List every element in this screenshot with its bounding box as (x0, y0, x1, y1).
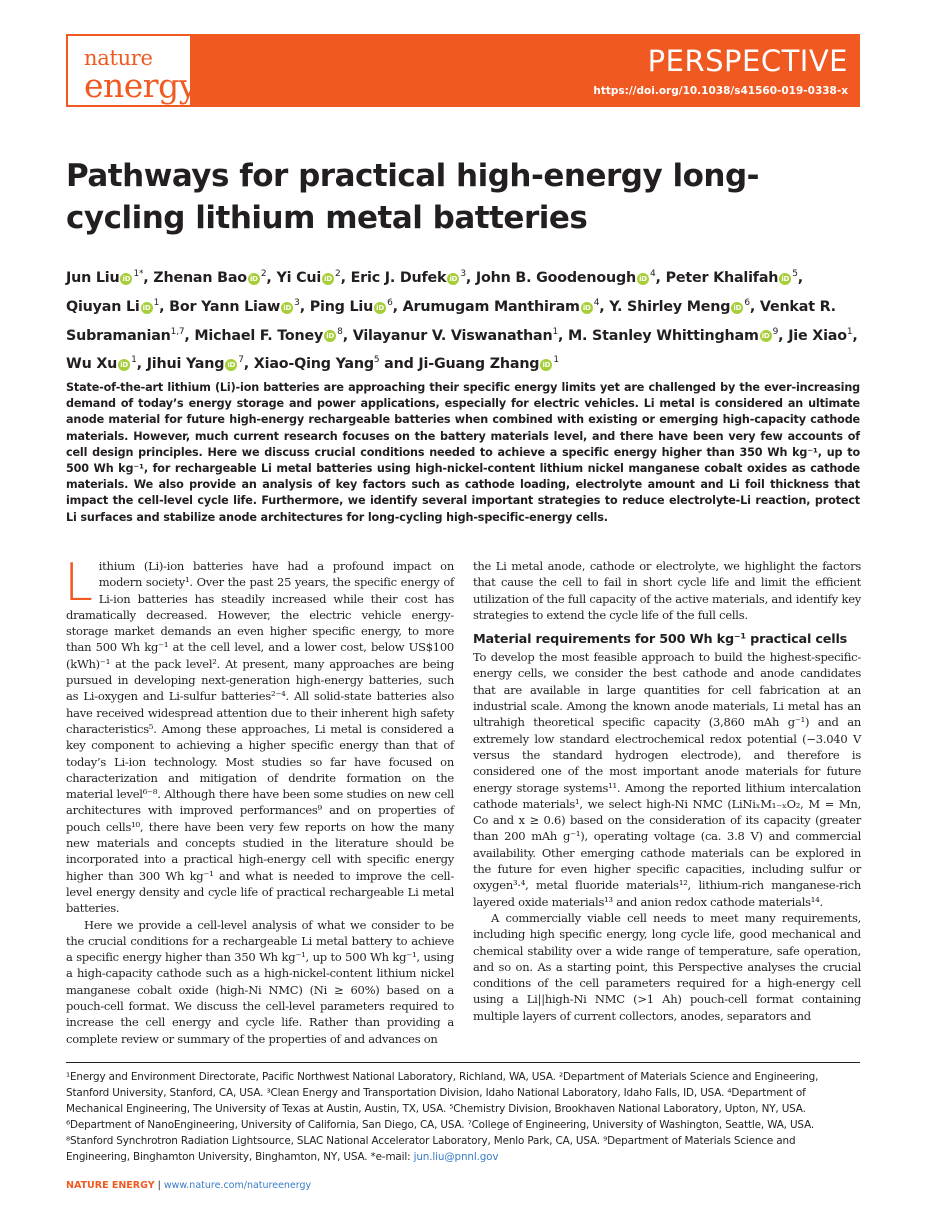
footer-separator: | (154, 1180, 164, 1191)
footnote-divider (66, 1062, 860, 1063)
author-affiliation-marker: 4 (650, 269, 656, 279)
author-affiliation-marker: 1,7 (170, 326, 185, 337)
body-column-left (64, 553, 454, 1047)
author-affiliation-marker: 1 (553, 355, 559, 366)
author-separator: , (655, 269, 666, 286)
author-separator: , (243, 356, 254, 373)
author-list (66, 262, 860, 377)
orcid-icon[interactable]: iD (637, 273, 649, 285)
footer-journal-url[interactable]: www.nature.com/natureenergy (163, 1180, 312, 1191)
abstract-text: State-of-the-art lithium (Li)-ion batteries are approaching their specific energy limits yet are challenged by the ever-increasing demand of today’s energy storage and power applications, especially for electric vehicles. Li metal is considered an ultimate anode material for future high-energy rechargeable batteries when combined with existing or emerging high-capacity cathode materials. However, much current research focuses on the battery materials level, and there have been very few accounts of cell design principles. Here we discuss crucial conditions needed to achieve a specific energy higher than 350 Wh kg⁻¹, up to 500 Wh kg⁻¹, for rechargeable Li metal batteries using high-nickel-content lithium nickel manganese cobalt oxides as cathode materials. We also provide an analysis of key factors such as cathode loading, electrolyte amount and Li foil thickness that impact the cell-level cycle life. Furthermore, we identify several important strategies to reduce electrolyte-Li reaction, protect Li surfaces and stabilize anode architectures for long-cycling high-specific-energy cells. (66, 381, 860, 524)
doi-link[interactable]: https://doi.org/10.1038/s41560-019-0338-x (593, 85, 848, 97)
journal-logo[interactable] (66, 34, 197, 107)
orcid-icon[interactable]: iD (760, 330, 772, 342)
orcid-icon[interactable]: iD (225, 359, 237, 371)
author-affiliation-marker: 1 (153, 297, 160, 308)
author-separator: , (342, 327, 353, 344)
author-separator: , (266, 269, 277, 286)
author-separator: , (340, 269, 351, 286)
author-affiliation-marker: 6 (387, 297, 393, 308)
author-name[interactable]: Qiuyan Li (66, 298, 140, 315)
orcid-icon[interactable]: iD (118, 359, 130, 371)
author-affiliation-marker: 2 (335, 269, 341, 279)
author-separator: , (143, 269, 154, 286)
author-separator: and (379, 356, 419, 373)
author-separator: , (852, 327, 858, 344)
author-name[interactable]: Xiao-Qing Yang (253, 356, 374, 373)
orcid-icon[interactable]: iD (581, 302, 593, 314)
section-heading: Material requirements for 500 Wh kg⁻¹ practical cells (473, 632, 848, 648)
journal-header-bar (66, 34, 860, 107)
corresponding-email-link[interactable]: jun.liu@pnnl.gov (413, 1151, 499, 1164)
body-paragraph (64, 553, 454, 917)
author-affiliation-marker: 4 (593, 297, 600, 308)
drop-cap: L (64, 553, 93, 613)
orcid-icon[interactable]: iD (447, 273, 459, 285)
orcid-icon[interactable]: iD (120, 273, 132, 285)
author-name[interactable]: Ji-Guang Zhang (418, 356, 540, 373)
author-name[interactable]: Eric J. Dufek (350, 269, 447, 286)
author-separator: , (557, 327, 568, 344)
author-name[interactable]: Yi Cui (276, 269, 322, 286)
author-affiliation-marker: 3 (460, 269, 466, 279)
author-separator: , (599, 298, 610, 315)
author-separator: , (749, 298, 760, 315)
abstract (66, 380, 860, 526)
orcid-icon[interactable]: iD (779, 273, 791, 285)
author-separator: , (184, 327, 195, 344)
footer-journal-name: NATURE ENERGY (66, 1180, 155, 1191)
author-name[interactable]: M. Stanley Whittingham (568, 327, 759, 344)
body-column-right (473, 558, 861, 1024)
author-name[interactable]: Venkat R. Subramanian (66, 298, 836, 344)
author-name[interactable]: Jihui Yang (146, 356, 225, 373)
orcid-icon[interactable]: iD (540, 359, 552, 371)
author-affiliation-marker: 5 (373, 355, 380, 366)
body-paragraph: To develop the most feasible approach to build the highest-specific-energy cells, we consider the best cathode and anode candidates that are available in large quantities for cell fabrication at an industrial scale. Among the known anode materials, Li metal has an ultrahigh theoretical specific capacity (3,860 mAh g⁻¹) and an extremely low standard electrochemical redox potential (−3.040 V versus the standard hydrogen electrode), and therefore is considered one of the most important anode materials for future energy storage systems¹¹. Among the reported lithium intercalation cathode materials¹, we select high-Ni NMC (LiNiₓM₁₋ₓO₂, M = Mn, Co and x ≥ 0.6) based on the consideration of its capacity (greater than 200 mAh g⁻¹), operating voltage (ca. 3.8 V) and commercial availability. Other emerging cathode materials can be explored in the future for even higher specific capacities, including sulfur or oxygen³·⁴, metal fluoride materials¹², lithium-rich manganese-rich layered oxide materials¹³ and anion redox cathode materials¹⁴. (473, 650, 861, 909)
author-separator: , (797, 269, 804, 286)
author-name[interactable]: Peter Khalifah (665, 269, 779, 286)
author-separator: , (778, 327, 789, 344)
logo-text-nature: nature (84, 46, 153, 70)
orcid-icon[interactable]: iD (324, 330, 336, 342)
article-title: Pathways for practical high-energy long-cycling lithium metal batteries (66, 158, 760, 236)
author-name[interactable]: Michael F. Toney (194, 327, 324, 344)
author-affiliation-marker: 1 (846, 326, 853, 337)
author-separator: , (465, 269, 476, 286)
author-separator: , (159, 298, 170, 315)
body-paragraph: A commercially viable cell needs to meet many requirements, including high specific energy, long cycle life, good mechanical and chemical stability over a wide range of temperature, safe operation, and so on. As a starting point, this Perspective analyses the crucial conditions of the cell parameters required for a high-energy cell using a Li||high-Ni NMC (>1 Ah) pouch-cell format containing multiple layers of current collectors, anodes, separators and (473, 910, 861, 1023)
author-affiliation-marker: 3 (294, 297, 300, 308)
author-name[interactable]: Jie Xiao (788, 327, 847, 344)
author-affiliation-marker: 1* (133, 269, 144, 279)
page-footer (66, 1180, 311, 1191)
orcid-icon[interactable]: iD (248, 273, 260, 285)
orcid-icon[interactable]: iD (322, 273, 334, 285)
author-affiliation-marker: 5 (792, 269, 798, 279)
author-name[interactable]: Bor Yann Liaw (169, 298, 281, 315)
article-type-label: PERSPECTIVE (647, 44, 848, 78)
affiliations-text: ¹Energy and Environment Directorate, Pacific Northwest National Laboratory, Richland, WA, USA. ²Department of Materials Science and Engineering, Stanford University, Stanford, CA, USA. ³Clean Energy and Transportation Division, Idaho National Laboratory, Idaho Falls, ID, USA. ⁴Department of Mechanical Engineering, The University of Texas at Austin, Austin, TX, USA. ⁵Chemistry Division, Brookhaven National Laboratory, Upton, NY, USA. ⁶Department of NanoEngineering, University of California, San Diego, CA, USA. ⁷College of Engineering, University of Washington, Seattle, WA, USA. ⁸Stanford Synchrotron Radiation Lightsource, SLAC National Accelerator Laboratory, Menlo Park, CA, USA. ⁹Department of Materials Science and Engineering, Binghamton University, Binghamton, NY, USA. *e-mail: (66, 1071, 819, 1164)
author-affiliation-marker: 1 (131, 355, 137, 366)
orcid-icon[interactable]: iD (374, 302, 386, 314)
author-affiliation-marker: 6 (744, 297, 750, 308)
author-name[interactable]: Wu Xu (66, 356, 118, 373)
author-name[interactable]: Zhenan Bao (153, 269, 247, 286)
author-separator: , (299, 298, 310, 315)
orcid-icon[interactable]: iD (731, 302, 743, 314)
author-affiliation-marker: 8 (337, 326, 343, 337)
body-paragraph-text: ithium (Li)-ion batteries have had a profound impact on modern society¹. Over the past 25 years, the specific energy of Li-ion batteries has steadily increased while their cost has dramatically decreased. However, the electric vehicle energy-storage market demands an even higher specific energy, to more than 500 Wh kg⁻¹ at the cell level, and a lower cost, below US$100 (kWh)⁻¹ at the pack level². At present, many approaches are being pursued in developing next-generation high-energy batteries, such as Li-oxygen and Li-sulfur batteries²⁻⁴. All solid-state batteries also have received widespread attention due to their inherent high safety characteristics⁵. Among these approaches, Li metal is considered a key component to achieving a higher specific energy than that of today’s Li-ion technology. Most studies so far have focused on characterization and mitigation of dendrite formation on the material level⁶⁻⁸. Although there have been some studies on new cell architectures with improved performances⁹ and on properties of pouch cells¹⁰, there have been very few reports on how the many new materials and concepts studied in the literature should be incorporated into a practical high-energy cell with specific energy higher than 300 Wh kg⁻¹ and what is needed to improve the cell-level energy density and cycle life of practical rechargeable Li metal batteries. (66, 559, 454, 916)
author-name[interactable]: Arumugam Manthiram (402, 298, 580, 315)
logo-text-energy: energy (84, 66, 197, 105)
orcid-icon[interactable]: iD (141, 302, 153, 314)
body-paragraph: Here we provide a cell-level analysis of what we consider to be the crucial conditions for a rechargeable Li metal battery to achieve a specific energy higher than 350 Wh kg⁻¹, up to 500 Wh kg⁻¹, using a high-capacity cathode such as a high-nickel-content lithium nickel manganese cobalt oxide (high-Ni NMC) (Ni ≥ 60%) based on a pouch-cell format. We discuss the cell-level parameters required to increase the cell energy and cycle life. Rather than providing a complete review or summary of the properties of and advances on (66, 917, 454, 1046)
orcid-icon[interactable]: iD (281, 302, 293, 314)
author-name[interactable]: Vilayanur V. Viswanathan (352, 327, 553, 344)
body-paragraph: the Li metal anode, cathode or electrolyte, we highlight the factors that cause the cell to fail in short cycle life and limit the efficient utilization of the full capacity of the active materials, and identify key strategies to extend the cycle life of the full cells. (473, 559, 861, 622)
author-affiliation-marker: 1 (552, 326, 558, 337)
author-name[interactable]: Jun Liu (66, 269, 120, 286)
author-affiliation-marker: 7 (238, 355, 244, 366)
author-affiliation-marker: 2 (260, 269, 267, 279)
author-name[interactable]: Y. Shirley Meng (609, 298, 731, 315)
author-separator: , (392, 298, 403, 315)
affiliations-footnote (66, 1069, 860, 1166)
author-name[interactable]: John B. Goodenough (475, 269, 637, 286)
author-separator: , (136, 356, 147, 373)
author-affiliation-marker: 9 (772, 326, 779, 337)
author-name[interactable]: Ping Liu (309, 298, 374, 315)
